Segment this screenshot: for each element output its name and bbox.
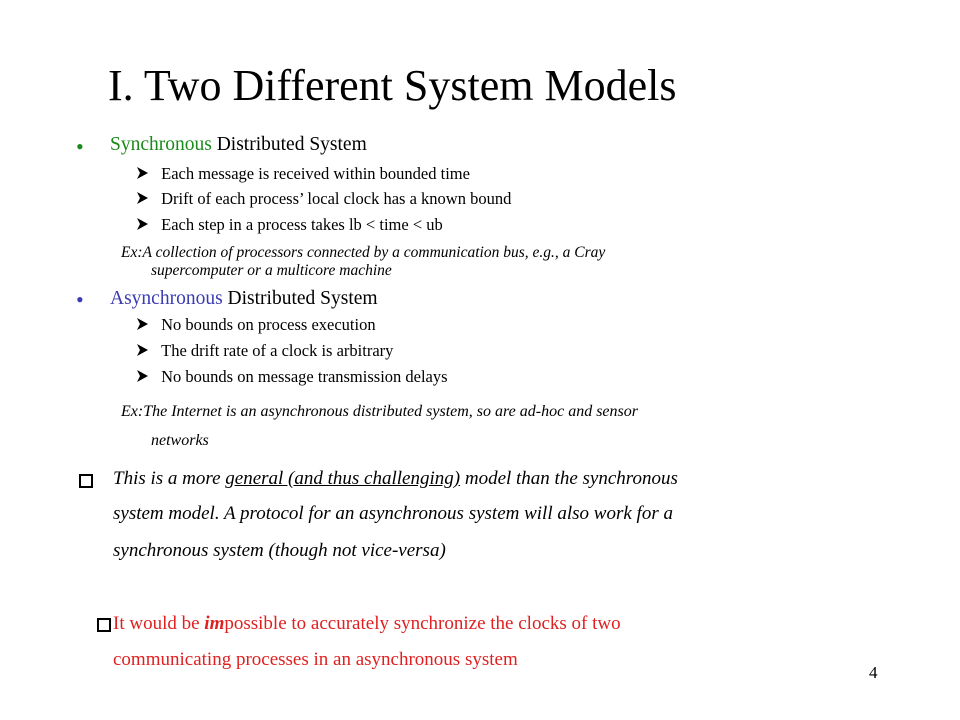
heading-asynchronous (110, 287, 378, 311)
sync-item-text: Drift of each process’ local clock has a known bound (161, 189, 512, 208)
sync-example-line-1: Ex:A collection of processors connected by a communication bus, e.g., a Cray (121, 244, 606, 261)
note-impossible-before: It would be (113, 613, 205, 634)
arrow-bullet-icon (136, 217, 149, 231)
note-impossible-line-1 (113, 612, 621, 636)
note-general-line-2: system model. A protocol for an asynchronous system will also work for a (113, 503, 673, 524)
sync-item-2 (136, 189, 511, 209)
async-item-3 (136, 367, 448, 387)
sync-item-text: Each step in a process takes lb < time < ub (161, 215, 443, 234)
async-item-2 (136, 341, 393, 361)
slide-title: I. Two Different System Models (108, 61, 677, 110)
note-general-after: model than the synchronous (460, 468, 678, 489)
heading-asynchronous-keyword: Asynchronous (110, 288, 223, 309)
async-item-1 (136, 315, 376, 335)
arrow-bullet-icon (136, 191, 149, 205)
note-general-underlined: general (and thus challenging) (225, 468, 461, 489)
arrow-bullet-icon (136, 166, 149, 180)
note-impossible-emphasis: im (204, 613, 225, 634)
note-general-line-1 (113, 467, 678, 491)
arrow-bullet-icon (136, 317, 149, 331)
arrow-bullet-icon (136, 369, 149, 383)
sync-item-1 (136, 164, 470, 184)
note-general-line-3: synchronous system (though not vice-versa) (113, 540, 446, 561)
async-example-line-1: Ex:The Internet is an asynchronous distributed system, so are ad-hoc and sensor (121, 403, 638, 420)
bullet-synchronous: • (76, 134, 84, 159)
async-item-text: The drift rate of a clock is arbitrary (161, 341, 394, 360)
heading-synchronous (110, 133, 367, 157)
note-impossible-line-2: communicating processes in an asynchronous system (113, 649, 518, 670)
sync-item-text: Each message is received within bounded time (161, 164, 470, 183)
bullet-asynchronous: • (76, 287, 84, 312)
heading-synchronous-keyword: Synchronous (110, 134, 212, 155)
sync-item-3 (136, 215, 443, 235)
async-item-text: No bounds on process execution (161, 315, 376, 334)
note-general-before: This is a more (113, 468, 226, 489)
async-item-text: No bounds on message transmission delays (161, 367, 448, 386)
arrow-bullet-icon (136, 343, 149, 357)
note-impossible-after: possible to accurately synchronize the clocks of two (224, 613, 621, 634)
heading-asynchronous-rest: Distributed System (222, 288, 378, 309)
checkbox-bullet-icon (79, 474, 93, 488)
page-number: 4 (869, 663, 878, 682)
heading-synchronous-rest: Distributed System (211, 134, 367, 155)
sync-example-line-2: supercomputer or a multicore machine (151, 262, 392, 279)
async-example-line-2: networks (151, 432, 209, 449)
checkbox-bullet-icon (97, 618, 111, 632)
